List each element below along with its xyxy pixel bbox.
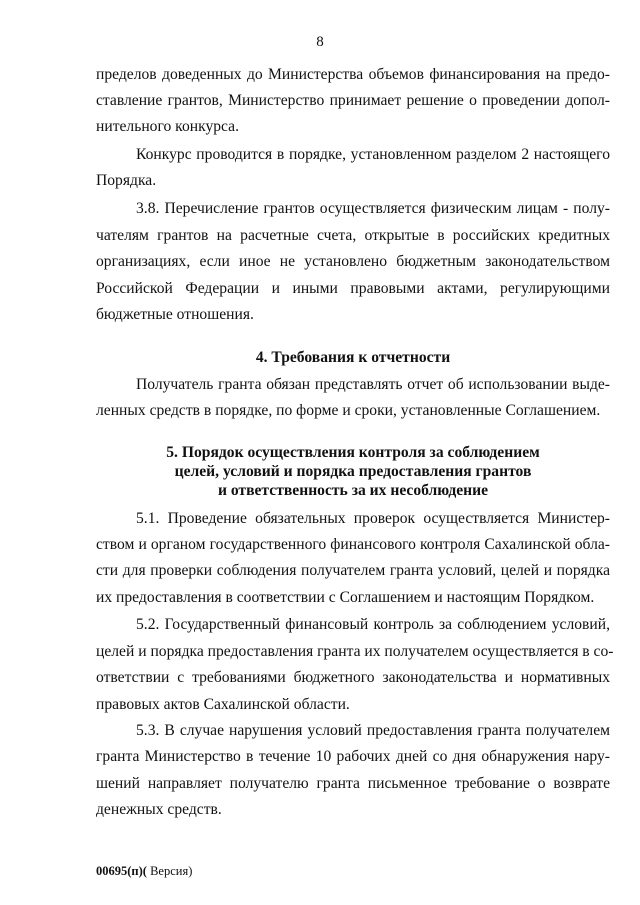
text-line: сти для проверки соблюдения получателем гранта условий, целей и порядка xyxy=(96,562,610,579)
text-line: целей и порядка предоставления гранта их получателем осуществляется в со- xyxy=(96,643,614,660)
text-line: 3.8. Перечисление грантов осуществляется физическим лицам - полу- xyxy=(136,200,610,217)
section-heading: и ответственность за их несоблюдение xyxy=(217,482,489,499)
section-heading: 4. Требования к отчетности xyxy=(255,349,451,366)
text-line: Российской Федерации и иными правовыми актами, регулирующими xyxy=(96,280,610,297)
document-code: 00695(п)( xyxy=(96,864,147,878)
document-version: Версия) xyxy=(146,864,193,878)
document-footer xyxy=(96,864,192,879)
text-line: Получатель гранта обязан представлять отчет об использовании выде- xyxy=(136,376,610,393)
text-line: ставление грантов, Министерство принимает решение о проведении допол- xyxy=(96,92,610,109)
text-line: их предоставления в соответствии с Соглашением и настоящим Порядком. xyxy=(96,589,595,606)
text-line: ответствии с требованиями бюджетного законодательства и нормативных xyxy=(96,669,610,686)
text-line: гранта Министерство в течение 10 рабочих дней со дня обнаружения нару- xyxy=(96,748,610,765)
text-line: Порядка. xyxy=(96,172,157,189)
text-line: бюджетные отношения. xyxy=(96,306,254,323)
text-line: денежных средств. xyxy=(96,801,222,818)
text-line: организациях, если иное не установлено бюджетным законодательством xyxy=(96,253,610,270)
text-line: ленных средств в порядке, по форме и сроки, установленные Соглашением. xyxy=(96,402,601,419)
page-number: 8 xyxy=(316,34,324,50)
text-line: пределов доведенных до Министерства объемов финансирования на предо- xyxy=(96,66,610,83)
text-line: правовых актов Сахалинской области. xyxy=(96,696,350,713)
text-line: Конкурс проводится в порядке, установленном разделом 2 настоящего xyxy=(136,146,610,163)
text-line: ством и органом государственного финансового контроля Сахалинской обла- xyxy=(96,536,610,553)
section-heading: 5. Порядок осуществления контроля за соблюдением xyxy=(166,444,540,461)
text-line: чателям грантов на расчетные счета, открытые в российских кредитных xyxy=(96,227,610,244)
section-heading: целей, условий и порядка предоставления грантов xyxy=(174,463,532,480)
text-line: нительного конкурса. xyxy=(96,118,239,135)
text-line: шений направляет получателю гранта письменное требование о возврате xyxy=(96,775,610,792)
text-line: 5.1. Проведение обязательных проверок осуществляется Министер- xyxy=(136,510,610,527)
text-line: 5.3. В случае нарушения условий предоставления гранта получателем xyxy=(136,722,610,739)
text-line: 5.2. Государственный финансовый контроль за соблюдением условий, xyxy=(136,616,610,633)
